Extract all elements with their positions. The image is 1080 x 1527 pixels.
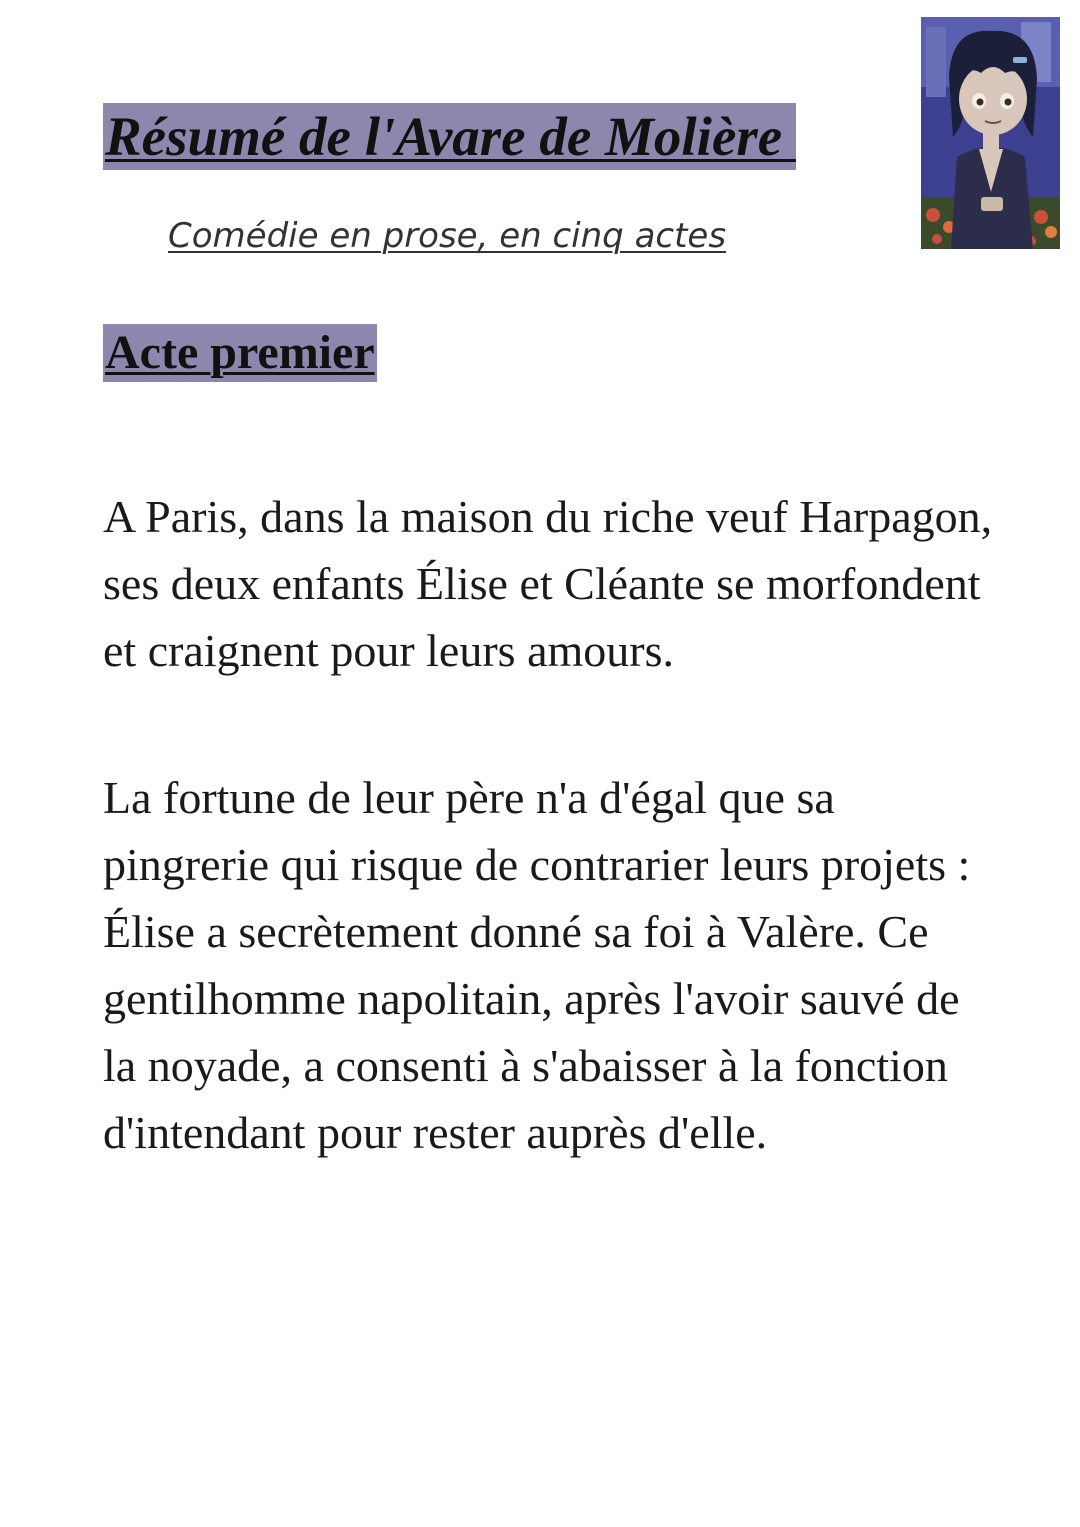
character-portrait-icon [921,17,1060,249]
act-heading: Acte premier [103,324,377,382]
paragraph: La fortune de leur père n'a d'égal que sa pingrerie qui risque de contrarier leurs projets : Élise a secrètement donné sa foi à Valère. Ce gentilhomme napolitain, après l'avoir sauvé de la noyade, a consenti à s'abaisser à la fonction d'intendant pour rester auprès d'elle. [103,772,971,1158]
character-portrait-image [921,17,1060,249]
page-title: Résumé de l'Avare de Molière [103,103,796,170]
subtitle: Comédie en prose, en cinq actes [168,216,727,256]
paragraph: A Paris, dans la maison du riche veuf Harpagon, ses deux enfants Élise et Cléante se morfondent et craignent pour leurs amours. [103,491,993,676]
